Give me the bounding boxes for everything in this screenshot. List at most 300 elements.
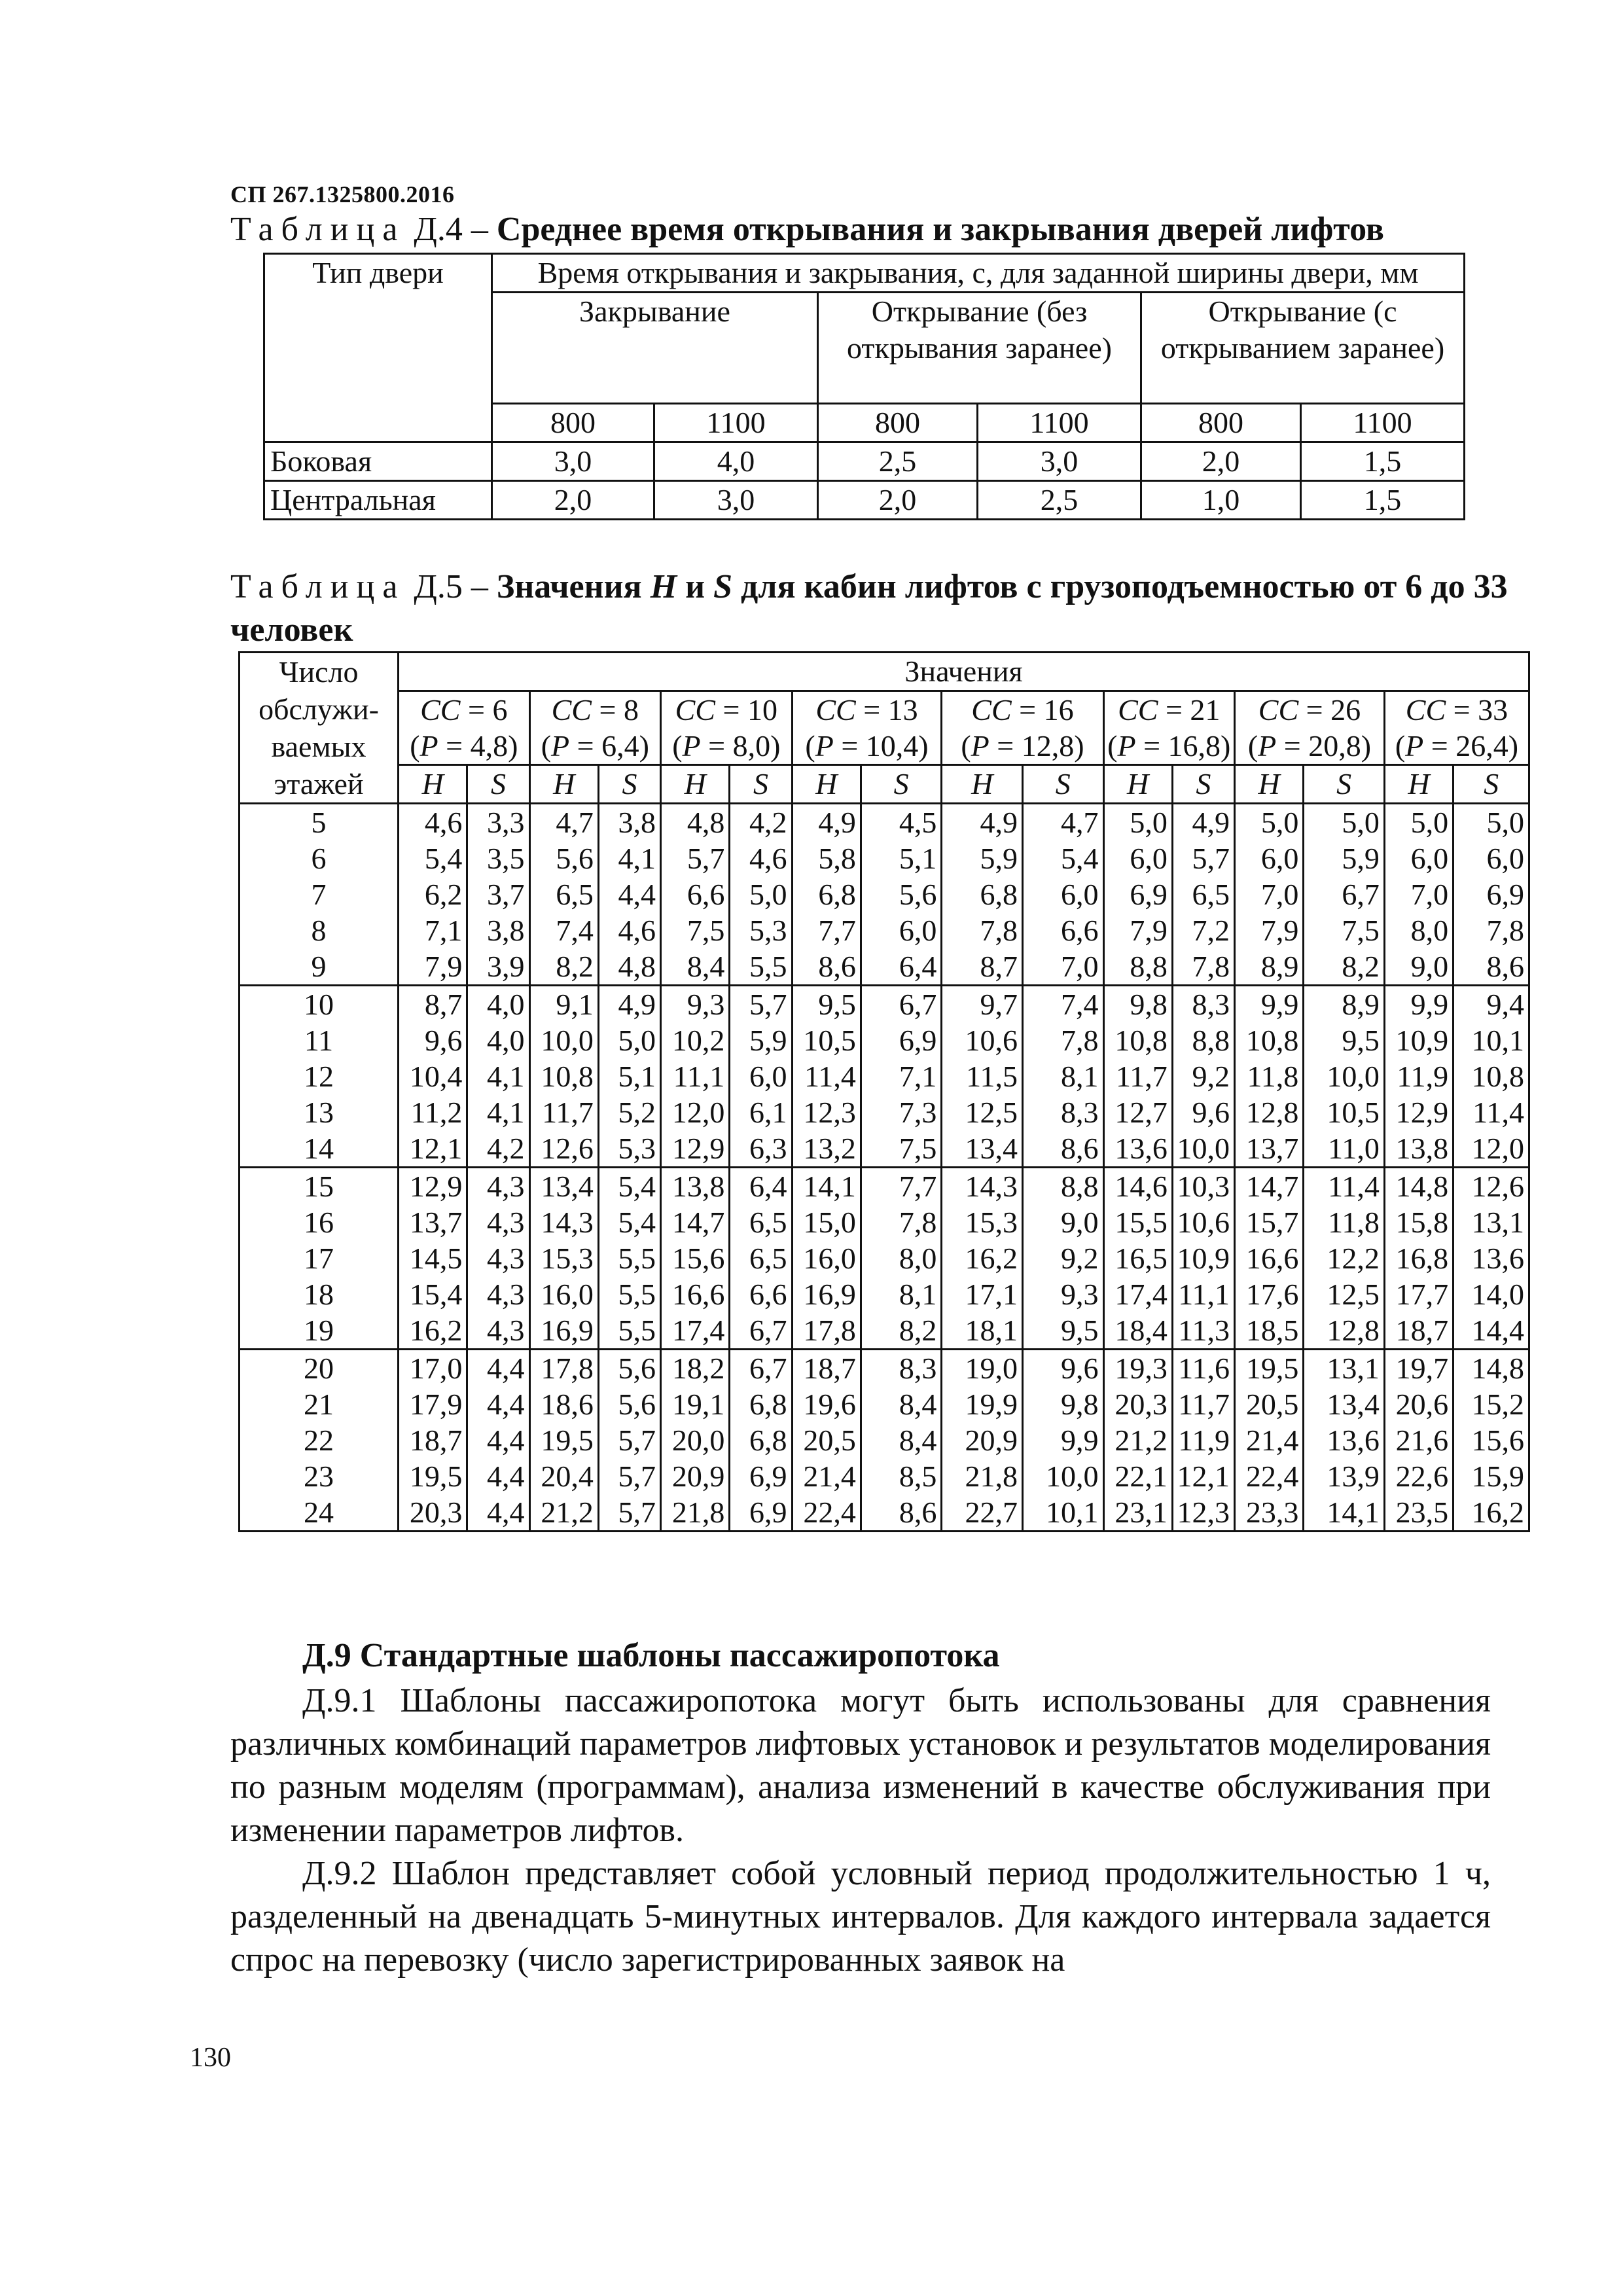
table5-cell: 21,8	[942, 1458, 1023, 1494]
table5-cell: 13,7	[1235, 1130, 1304, 1168]
table4-cell: 3,0	[492, 442, 654, 481]
table5-floors: 17	[240, 1240, 399, 1276]
table5-cell: 7,9	[1103, 912, 1172, 948]
table5-cell: 6,8	[730, 1386, 792, 1422]
table5-floors: 19	[240, 1312, 399, 1350]
table5-cell: 7,9	[1235, 912, 1304, 948]
table5-cell: 10,6	[1172, 1204, 1234, 1240]
table4	[263, 253, 1465, 520]
table5-cell: 10,0	[1304, 1058, 1385, 1094]
table5-cell: 11,9	[1384, 1058, 1453, 1094]
table5-cell: 6,0	[861, 912, 942, 948]
table5-cell: 10,0	[1172, 1130, 1234, 1168]
table5-cell: 6,7	[1304, 876, 1385, 912]
table5-cell: 10,2	[661, 1022, 730, 1058]
table5-cell: 19,0	[942, 1350, 1023, 1387]
table5-cell: 19,5	[399, 1458, 467, 1494]
table5-row	[240, 1130, 1529, 1168]
table4-width-cell: 800	[492, 404, 654, 442]
table5-cell: 6,0	[1454, 840, 1529, 876]
table5-cell: 17,4	[661, 1312, 730, 1350]
table5-cell: 6,9	[1103, 876, 1172, 912]
table5-cell: 13,1	[1454, 1204, 1529, 1240]
table5-row	[240, 986, 1529, 1023]
table4-header-time: Время открывания и закрывания, с, для заданной ширины двери, мм	[492, 254, 1465, 293]
table5-cell: 5,5	[598, 1276, 660, 1312]
table5-cell: 10,5	[792, 1022, 861, 1058]
table5-cabin-p: (P = 6,4)	[529, 728, 661, 765]
table5-cell: 5,7	[598, 1458, 660, 1494]
table5-cell: 13,4	[529, 1168, 598, 1205]
table5-cell: 9,3	[1022, 1276, 1103, 1312]
table5-cell: 5,5	[598, 1312, 660, 1350]
table5-cell: 8,7	[942, 948, 1023, 986]
table5-cell: 8,3	[1022, 1094, 1103, 1130]
table5-cell: 6,7	[730, 1350, 792, 1387]
table5-cell: 15,2	[1454, 1386, 1529, 1422]
table5-s-label: S	[1304, 765, 1385, 804]
table5-cell: 6,9	[730, 1494, 792, 1532]
table5-cell: 8,1	[861, 1276, 942, 1312]
table5-cell: 9,9	[1022, 1422, 1103, 1458]
table5-row	[240, 1494, 1529, 1532]
paragraph-2-text: Д.9.2 Шаблон представляет собой условный период продолжительностью 1 ч, разделенный на двенадцать 5-минутных интервалов. Для каждого интервала задается спрос на перевозку (число зарегистрированных заявок на	[230, 1855, 1491, 1979]
table5-cell: 5,4	[598, 1168, 660, 1205]
table5-cell: 21,6	[1384, 1422, 1453, 1458]
table5-cell: 7,0	[1022, 948, 1103, 986]
table5-cell: 6,9	[730, 1458, 792, 1494]
table5-cell: 7,2	[1172, 912, 1234, 948]
table5-caption	[230, 565, 1623, 652]
table5-cell: 12,8	[1235, 1094, 1304, 1130]
table5-cell: 20,9	[942, 1422, 1023, 1458]
table5-cell: 14,3	[529, 1204, 598, 1240]
table5-cell: 20,9	[661, 1458, 730, 1494]
table5-cell: 16,2	[942, 1240, 1023, 1276]
table4-caption-prefix: Таблица	[230, 211, 406, 248]
table5-cell: 12,5	[1304, 1276, 1385, 1312]
table5-cell: 8,4	[661, 948, 730, 986]
table5-s-label: S	[730, 765, 792, 804]
table5-cell: 11,0	[1304, 1130, 1385, 1168]
table4-row-label: Центральная	[264, 481, 492, 520]
table5-cell: 21,8	[661, 1494, 730, 1532]
table5-cell: 12,0	[661, 1094, 730, 1130]
table5-cell: 15,5	[1103, 1204, 1172, 1240]
table5-cabin-cc: CC = 26	[1235, 691, 1385, 728]
table5-cell: 16,5	[1103, 1240, 1172, 1276]
table5-cabin-cc: CC = 33	[1384, 691, 1529, 728]
table5-floors: 9	[240, 948, 399, 986]
table5-cabin-p: (P = 4,8)	[399, 728, 530, 765]
table5-cell: 8,0	[861, 1240, 942, 1276]
table5-cell: 18,2	[661, 1350, 730, 1387]
table4-group-opening-advance: Открывание (с открыванием заранее)	[1141, 293, 1465, 404]
table5-cell: 6,5	[730, 1240, 792, 1276]
table5-cell: 6,9	[861, 1022, 942, 1058]
table4-cell: 1,5	[1301, 481, 1465, 520]
table5-cabin-cc: CC = 6	[399, 691, 530, 728]
table5-cell: 14,4	[1454, 1312, 1529, 1350]
table5-floors: 10	[240, 986, 399, 1023]
table5-cell: 20,4	[529, 1458, 598, 1494]
table5-floors: 13	[240, 1094, 399, 1130]
table5-cell: 10,5	[1304, 1094, 1385, 1130]
table5-cell: 13,7	[399, 1204, 467, 1240]
table5-cell: 7,5	[1304, 912, 1385, 948]
table5-cell: 19,3	[1103, 1350, 1172, 1387]
table5-cell: 7,1	[861, 1058, 942, 1094]
table5-cell: 9,6	[399, 1022, 467, 1058]
table5-cell: 7,8	[1172, 948, 1234, 986]
table5-cell: 7,7	[861, 1168, 942, 1205]
table5-cell: 10,6	[942, 1022, 1023, 1058]
table5-cell: 10,9	[1384, 1022, 1453, 1058]
table5-cell: 4,9	[942, 804, 1023, 841]
table5-cell: 15,3	[942, 1204, 1023, 1240]
table5-cabin-p: (P = 20,8)	[1235, 728, 1385, 765]
table5-row	[240, 948, 1529, 986]
table5-cell: 19,1	[661, 1386, 730, 1422]
table5-cell: 8,9	[1304, 986, 1385, 1023]
table5-cell: 4,3	[467, 1204, 529, 1240]
table5-floors: 12	[240, 1058, 399, 1094]
table5-cell: 7,4	[529, 912, 598, 948]
table5-cell: 17,9	[399, 1386, 467, 1422]
table5-cell: 14,6	[1103, 1168, 1172, 1205]
table5-cell: 9,9	[1235, 986, 1304, 1023]
table5-cell: 11,1	[1172, 1276, 1234, 1312]
table5-cell: 4,9	[792, 804, 861, 841]
table5-cell: 8,6	[1022, 1130, 1103, 1168]
table5-cell: 17,0	[399, 1350, 467, 1387]
table5-cell: 9,2	[1172, 1058, 1234, 1094]
table5-cell: 7,4	[1022, 986, 1103, 1023]
table5-cell: 6,0	[1235, 840, 1304, 876]
table5-cell: 9,7	[942, 986, 1023, 1023]
table5-cell: 8,2	[1304, 948, 1385, 986]
table5-cell: 14,7	[1235, 1168, 1304, 1205]
table5-cell: 13,9	[1304, 1458, 1385, 1494]
table5-cell: 5,2	[598, 1094, 660, 1130]
table5-cell: 23,1	[1103, 1494, 1172, 1532]
table5-cell: 9,6	[1022, 1350, 1103, 1387]
table5-cell: 9,4	[1454, 986, 1529, 1023]
table5-cell: 4,5	[861, 804, 942, 841]
table5-cell: 4,0	[467, 986, 529, 1023]
paragraph-1-text: Д.9.1 Шаблоны пассажиропотока могут быть использованы для сравнения различных комбинаций параметров лифтовых установок и результатов моделирования по разным моделям (программам), анализа изменений в качестве обслуживания при изменении параметров лифтов.	[230, 1682, 1491, 1849]
table5-cell: 7,8	[861, 1204, 942, 1240]
table5-cell: 21,4	[1235, 1422, 1304, 1458]
table5-cell: 18,7	[399, 1422, 467, 1458]
table4-cell: 3,0	[654, 481, 818, 520]
table5-cell: 8,1	[1022, 1058, 1103, 1094]
table5-cell: 4,9	[598, 986, 660, 1023]
table5-cabin-p: (P = 16,8)	[1103, 728, 1235, 765]
table5-cell: 11,4	[1454, 1094, 1529, 1130]
table5-row	[240, 912, 1529, 948]
table5-cell: 12,1	[399, 1130, 467, 1168]
table5-cell: 13,8	[661, 1168, 730, 1205]
table5-cell: 23,5	[1384, 1494, 1453, 1532]
table5-cell: 14,8	[1454, 1350, 1529, 1387]
table5-cell: 8,2	[861, 1312, 942, 1350]
table5-cell: 4,4	[467, 1386, 529, 1422]
table5-cell: 16,9	[792, 1276, 861, 1312]
table5-h-label: H	[399, 765, 467, 804]
table5-h-label: H	[1103, 765, 1172, 804]
table5-cell: 5,0	[730, 876, 792, 912]
table5-s-label: S	[861, 765, 942, 804]
table5-cell: 8,6	[1454, 948, 1529, 986]
table5-cell: 5,1	[598, 1058, 660, 1094]
table5-cell: 18,6	[529, 1386, 598, 1422]
table5-cell: 22,4	[1235, 1458, 1304, 1494]
table5-row	[240, 1422, 1529, 1458]
table5-cell: 7,3	[861, 1094, 942, 1130]
table5-cell: 8,7	[399, 986, 467, 1023]
table5-cell: 7,7	[792, 912, 861, 948]
table5-cell: 5,5	[598, 1240, 660, 1276]
table5-floors: 21	[240, 1386, 399, 1422]
table5-cell: 15,7	[1235, 1204, 1304, 1240]
table5-cell: 11,7	[529, 1094, 598, 1130]
table5-cell: 4,2	[730, 804, 792, 841]
table5-floors: 15	[240, 1168, 399, 1205]
table5-cell: 14,1	[792, 1168, 861, 1205]
table4-cell: 3,0	[978, 442, 1141, 481]
table5-cell: 14,3	[942, 1168, 1023, 1205]
table5-h-label: H	[792, 765, 861, 804]
table4-cell: 2,0	[1141, 442, 1301, 481]
table5-cell: 13,2	[792, 1130, 861, 1168]
table5-cell: 8,8	[1103, 948, 1172, 986]
table5-cell: 4,6	[730, 840, 792, 876]
table5-cell: 4,4	[467, 1422, 529, 1458]
table5-s-label: S	[1172, 765, 1234, 804]
table5-floors: 20	[240, 1350, 399, 1387]
table5-cell: 13,8	[1384, 1130, 1453, 1168]
table5-cell: 11,2	[399, 1094, 467, 1130]
table5-cell: 4,1	[598, 840, 660, 876]
table5-cell: 6,8	[942, 876, 1023, 912]
table5-cell: 13,6	[1103, 1130, 1172, 1168]
table5-cell: 17,8	[529, 1350, 598, 1387]
table5-caption-title: Значения H и S для кабин лифтов с грузоподъемностью от 6 до 33 человек	[230, 568, 1508, 649]
table4-cell: 1,5	[1301, 442, 1465, 481]
table5-caption-prefix: Таблица	[230, 568, 406, 605]
table5-cell: 5,7	[730, 986, 792, 1023]
table5-cell: 9,9	[1384, 986, 1453, 1023]
table5-cell: 5,0	[1103, 804, 1172, 841]
table5-cell: 5,0	[1235, 804, 1304, 841]
table5-cell: 17,7	[1384, 1276, 1453, 1312]
table5-cell: 4,7	[529, 804, 598, 841]
table5-cell: 8,2	[529, 948, 598, 986]
table5-cell: 11,4	[792, 1058, 861, 1094]
table5-cabin-cc: CC = 10	[661, 691, 793, 728]
table4-caption-number: Д.4 –	[414, 211, 488, 248]
table5-cell: 14,1	[1304, 1494, 1385, 1532]
table5-cell: 7,8	[1454, 912, 1529, 948]
table5-h-label: H	[661, 765, 730, 804]
table5-cell: 8,4	[861, 1386, 942, 1422]
table5-cell: 19,9	[942, 1386, 1023, 1422]
document-header: СП 267.1325800.2016	[230, 181, 455, 207]
table5-cell: 21,2	[529, 1494, 598, 1532]
table5-cell: 6,5	[1172, 876, 1234, 912]
table5-row	[240, 1168, 1529, 1205]
table5-cell: 4,8	[598, 948, 660, 986]
table5-cell: 5,6	[529, 840, 598, 876]
table5-cell: 13,6	[1304, 1422, 1385, 1458]
table5-cabin-p: (P = 26,4)	[1384, 728, 1529, 765]
table5-cell: 6,8	[792, 876, 861, 912]
table5-cell: 12,6	[1454, 1168, 1529, 1205]
table4-width-cell: 1100	[654, 404, 818, 442]
table5-h-label: H	[529, 765, 598, 804]
table5-caption-number: Д.5 –	[414, 568, 488, 605]
table5-cell: 20,0	[661, 1422, 730, 1458]
table5-floors: 11	[240, 1022, 399, 1058]
table5-floors: 16	[240, 1204, 399, 1240]
table4-cell: 2,0	[818, 481, 978, 520]
table5-cell: 7,8	[942, 912, 1023, 948]
table5-cell: 4,4	[598, 876, 660, 912]
table5-cell: 8,5	[861, 1458, 942, 1494]
table5-cell: 5,0	[1454, 804, 1529, 841]
table5-cell: 9,2	[1022, 1240, 1103, 1276]
table5-cell: 13,4	[1304, 1386, 1385, 1422]
table5-cabin-cc: CC = 16	[942, 691, 1103, 728]
table5-cell: 8,8	[1172, 1022, 1234, 1058]
table5-cell: 18,4	[1103, 1312, 1172, 1350]
table5-cell: 19,5	[1235, 1350, 1304, 1387]
table5-floors: 24	[240, 1494, 399, 1532]
table5-cell: 5,6	[598, 1350, 660, 1387]
table5-cell: 12,7	[1103, 1094, 1172, 1130]
table5-cell: 4,4	[467, 1494, 529, 1532]
table5-cell: 13,6	[1454, 1240, 1529, 1276]
table5-cell: 3,7	[467, 876, 529, 912]
table5-row	[240, 1094, 1529, 1130]
table5-cell: 12,9	[1384, 1094, 1453, 1130]
table5-cell: 5,0	[598, 1022, 660, 1058]
table5-cabin-cc: CC = 8	[529, 691, 661, 728]
table5-cell: 8,8	[1022, 1168, 1103, 1205]
table5-cell: 7,5	[861, 1130, 942, 1168]
table5-cell: 6,2	[399, 876, 467, 912]
table5-cell: 17,1	[942, 1276, 1023, 1312]
table5-cell: 18,7	[792, 1350, 861, 1387]
table5-cell: 22,1	[1103, 1458, 1172, 1494]
table5-cell: 11,7	[1172, 1386, 1234, 1422]
table5-cell: 11,4	[1304, 1168, 1385, 1205]
table5-cabin-p: (P = 12,8)	[942, 728, 1103, 765]
table5-cell: 4,3	[467, 1276, 529, 1312]
table5-cell: 8,4	[861, 1422, 942, 1458]
table4-cell: 2,0	[492, 481, 654, 520]
table5-h-label: H	[1235, 765, 1304, 804]
table5-row	[240, 1350, 1529, 1387]
table5-cell: 21,2	[1103, 1422, 1172, 1458]
table5-floors: 7	[240, 876, 399, 912]
table5-row	[240, 1022, 1529, 1058]
table5-s-label: S	[1454, 765, 1529, 804]
table5-cell: 4,6	[399, 804, 467, 841]
table5-cell: 4,2	[467, 1130, 529, 1168]
table5-cell: 15,8	[1384, 1204, 1453, 1240]
table4-cell: 4,0	[654, 442, 818, 481]
table5-cell: 11,8	[1235, 1058, 1304, 1094]
table5-cell: 12,6	[529, 1130, 598, 1168]
table5	[238, 651, 1530, 1532]
table5-cell: 18,7	[1384, 1312, 1453, 1350]
table5-cell: 9,5	[1022, 1312, 1103, 1350]
table5-cell: 5,1	[861, 840, 942, 876]
table5-cell: 12,8	[1304, 1312, 1385, 1350]
table5-cell: 6,0	[1384, 840, 1453, 876]
table5-row	[240, 876, 1529, 912]
table5-cell: 5,5	[730, 948, 792, 986]
table5-cell: 5,7	[661, 840, 730, 876]
table5-row	[240, 1240, 1529, 1276]
table5-cell: 10,8	[1454, 1058, 1529, 1094]
table5-floors: 5	[240, 804, 399, 841]
table5-cell: 14,5	[399, 1240, 467, 1276]
table5-cell: 5,7	[1172, 840, 1234, 876]
table5-cell: 7,0	[1384, 876, 1453, 912]
table4-row	[264, 442, 1465, 481]
table5-cell: 16,0	[792, 1240, 861, 1276]
table5-cell: 19,6	[792, 1386, 861, 1422]
table5-cell: 11,3	[1172, 1312, 1234, 1350]
table5-cell: 4,6	[598, 912, 660, 948]
table5-cell: 5,7	[598, 1422, 660, 1458]
table5-cell: 6,5	[529, 876, 598, 912]
table5-header-floors: Число обслужи-ваемых этажей	[240, 653, 399, 804]
table4-header-door-type: Тип двери	[264, 254, 492, 442]
table5-cell: 10,1	[1022, 1494, 1103, 1532]
table4-cell: 2,5	[818, 442, 978, 481]
table5-cell: 8,6	[861, 1494, 942, 1532]
table5-cell: 4,4	[467, 1350, 529, 1387]
table5-cell: 5,0	[1304, 804, 1385, 841]
table5-cell: 5,7	[598, 1494, 660, 1532]
table5-cell: 8,6	[792, 948, 861, 986]
table5-cell: 12,5	[942, 1094, 1023, 1130]
table5-cell: 5,9	[730, 1022, 792, 1058]
table5-cell: 10,0	[1022, 1458, 1103, 1494]
table5-cell: 6,6	[730, 1276, 792, 1312]
table5-cell: 9,6	[1172, 1094, 1234, 1130]
table5-floors: 14	[240, 1130, 399, 1168]
table4-row	[264, 481, 1465, 520]
table5-cell: 13,1	[1304, 1350, 1385, 1387]
table5-cell: 12,0	[1454, 1130, 1529, 1168]
table5-cell: 22,7	[942, 1494, 1023, 1532]
table5-row	[240, 1386, 1529, 1422]
table5-cell: 15,3	[529, 1240, 598, 1276]
table5-cell: 11,8	[1304, 1204, 1385, 1240]
table5-cell: 10,9	[1172, 1240, 1234, 1276]
table5-cell: 21,4	[792, 1458, 861, 1494]
table4-width-cell: 1100	[978, 404, 1141, 442]
table5-cell: 9,8	[1022, 1386, 1103, 1422]
table5-cell: 12,9	[661, 1130, 730, 1168]
table5-cabin-p: (P = 8,0)	[661, 728, 793, 765]
table5-cell: 20,3	[399, 1494, 467, 1532]
